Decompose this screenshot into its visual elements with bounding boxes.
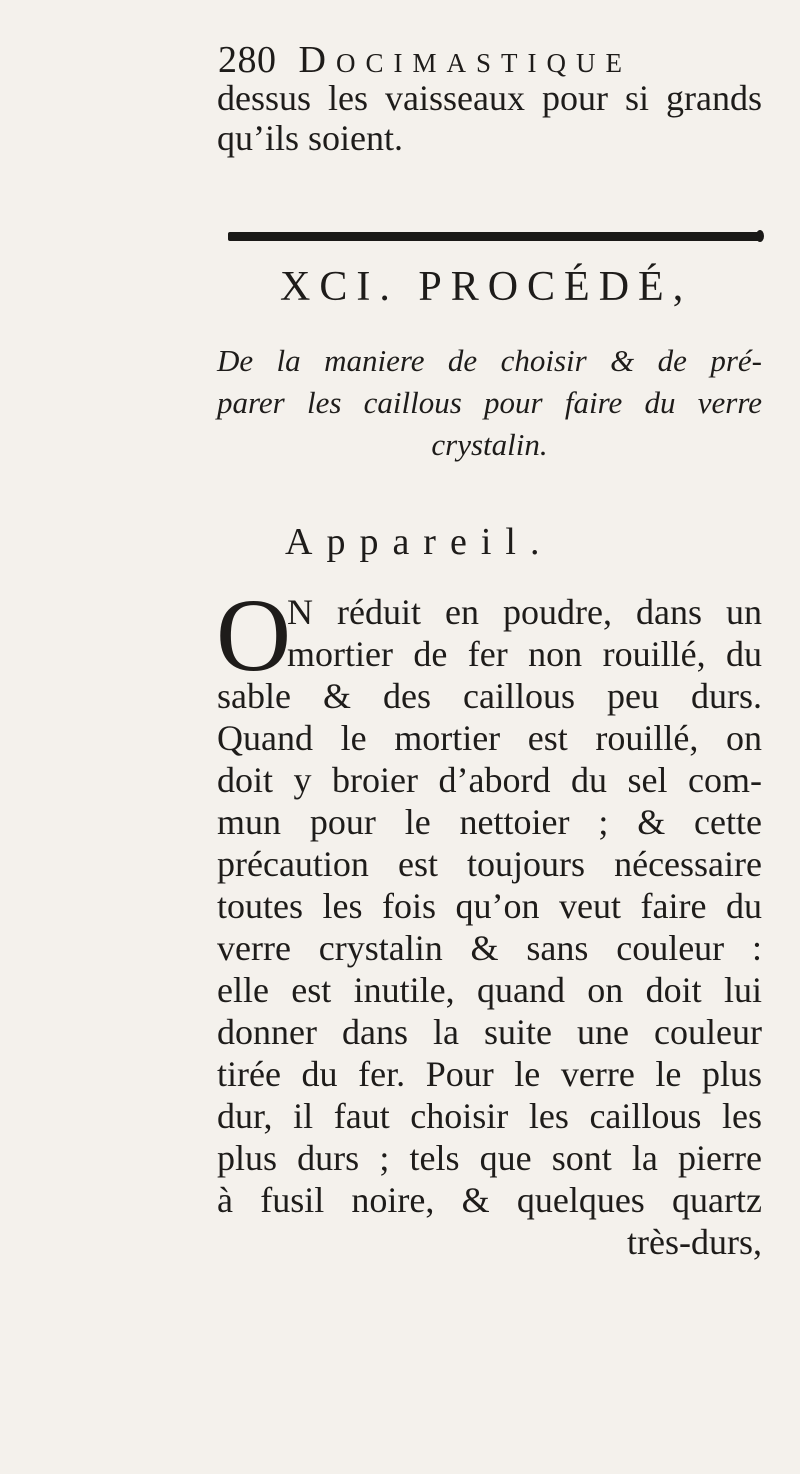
section-divider-rule xyxy=(228,232,762,241)
section-subtitle-line: De la maniere de choisir & de pré- xyxy=(217,343,762,378)
body-line: tirée du fer. Pour le verre le plus xyxy=(217,1054,762,1094)
body-line: Quand le mortier est rouillé, on xyxy=(217,718,762,758)
body-line: toutes les fois qu’on veut faire du xyxy=(217,886,762,926)
section-subtitle-line: parer les caillous pour faire du verre xyxy=(217,385,762,420)
running-title: Docimastique xyxy=(298,39,632,81)
body-line: sable & des caillous peu durs. xyxy=(217,676,762,716)
body-line: elle est inutile, quand on doit lui xyxy=(217,970,762,1010)
body-line: doit y broier d’abord du sel com- xyxy=(217,760,762,800)
body-line: mun pour le nettoier ; & cette xyxy=(217,802,762,842)
section-subtitle-line: crystalin. xyxy=(431,427,548,462)
body-line: dur, il faut choisir les caillous les xyxy=(217,1096,762,1136)
page-number: 280 xyxy=(218,39,277,81)
body-line: précaution est toujours nécessaire xyxy=(217,844,762,884)
body-line: plus durs ; tels que sont la pierre xyxy=(217,1138,762,1178)
section-title: XCI. PROCÉDÉ, xyxy=(280,264,693,310)
body-line: donner dans la suite une couleur xyxy=(217,1012,762,1052)
body-line: mortier de fer non rouillé, du xyxy=(287,634,762,674)
appareil-heading: Appareil. xyxy=(285,521,554,563)
body-line-last: très-durs, xyxy=(627,1222,762,1262)
body-line: N réduit en poudre, dans un xyxy=(287,592,762,632)
body-line: verre crystalin & sans couleur : xyxy=(217,928,762,968)
body-line: qu’ils soient. xyxy=(217,118,403,158)
body-line: dessus les vaisseaux pour si grands xyxy=(217,78,762,118)
drop-cap: O xyxy=(216,578,292,693)
body-line: à fusil noire, & quelques quartz xyxy=(217,1180,762,1220)
running-head xyxy=(218,38,688,82)
